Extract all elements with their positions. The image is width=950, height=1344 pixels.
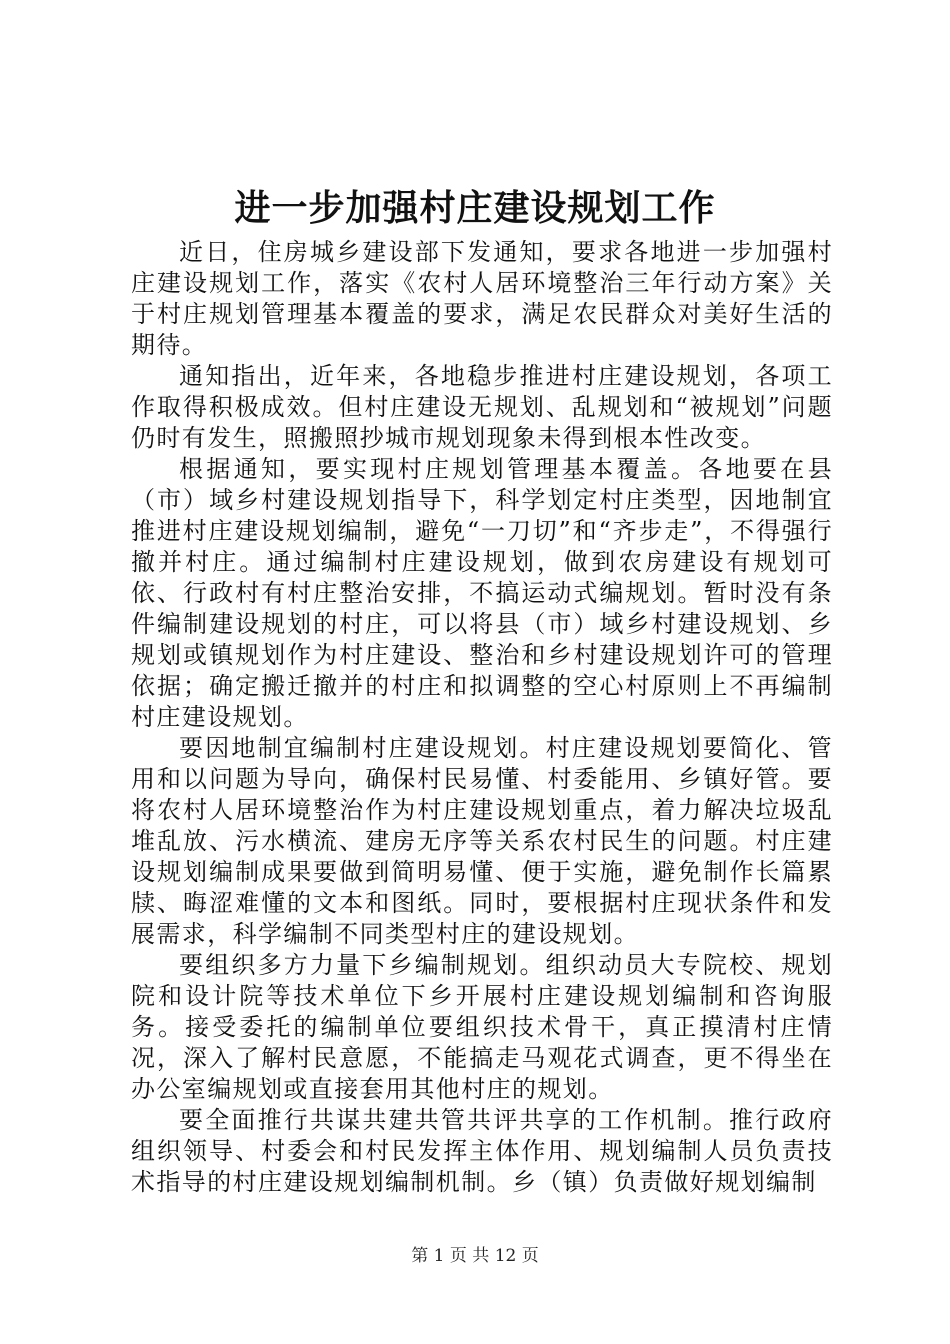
document-body — [131, 237, 833, 1198]
paragraph: 要全面推行共谋共建共管共评共享的工作机制。推行政府组织领导、村委会和村民发挥主体作用、规划编制人员负责技术指导的村庄建设规划编制机制。乡（镇）负责做好规划编制 — [131, 1106, 833, 1196]
paragraph: 根据通知，要实现村庄规划管理基本覆盖。各地要在县（市）域乡村建设规划指导下，科学划定村庄类型，因地制宜推进村庄建设规划编制，避免“一刀切”和“齐步走”，不得强行撤并村庄。通过编制村庄建设规划，做到农房建设有规划可依、行政村有村庄整治安排，不搞运动式编规划。暂时没有条件编制建设规划的村庄，可以将县（市）域乡村建设规划、乡规划或镇规划作为村庄建设、整治和乡村建设规划许可的管理依据；确定搬迁撤并的村庄和拟调整的空心村原则上不再编制村庄建设规划。 — [131, 455, 833, 731]
paragraph: 要因地制宜编制村庄建设规划。村庄建设规划要简化、管用和以问题为导向，确保村民易懂、村委能用、乡镇好管。要将农村人居环境整治作为村庄建设规划重点，着力解决垃圾乱堆乱放、污水横流、建房无序等关系农村民生的问题。村庄建设规划编制成果要做到简明易懂、便于实施，避免制作长篇累牍、晦涩难懂的文本和图纸。同时，要根据村庄现状条件和发展需求，科学编制不同类型村庄的建设规划。 — [131, 734, 833, 948]
paragraph: 要组织多方力量下乡编制规划。组织动员大专院校、规划院和设计院等技术单位下乡开展村庄建设规划编制和咨询服务。接受委托的编制单位要组织技术骨干，真正摸清村庄情况，深入了解村民意愿，不能搞走马观花式调查，更不得坐在办公室编规划或直接套用其他村庄的规划。 — [131, 951, 833, 1103]
paragraph: 近日，住房城乡建设部下发通知，要求各地进一步加强村庄建设规划工作，落实《农村人居环境整治三年行动方案》关于村庄规划管理基本覆盖的要求，满足农民群众对美好生活的期待。 — [131, 238, 833, 359]
paragraph: 通知指出，近年来，各地稳步推进村庄建设规划，各项工作取得积极成效。但村庄建设无规划、乱规划和“被规划”问题仍时有发生，照搬照抄城市规划现象未得到根本性改变。 — [131, 362, 833, 452]
document-title: 进一步加强村庄建设规划工作 — [234, 187, 716, 229]
page-footer: 第 1 页 共 12 页 — [411, 1246, 539, 1266]
